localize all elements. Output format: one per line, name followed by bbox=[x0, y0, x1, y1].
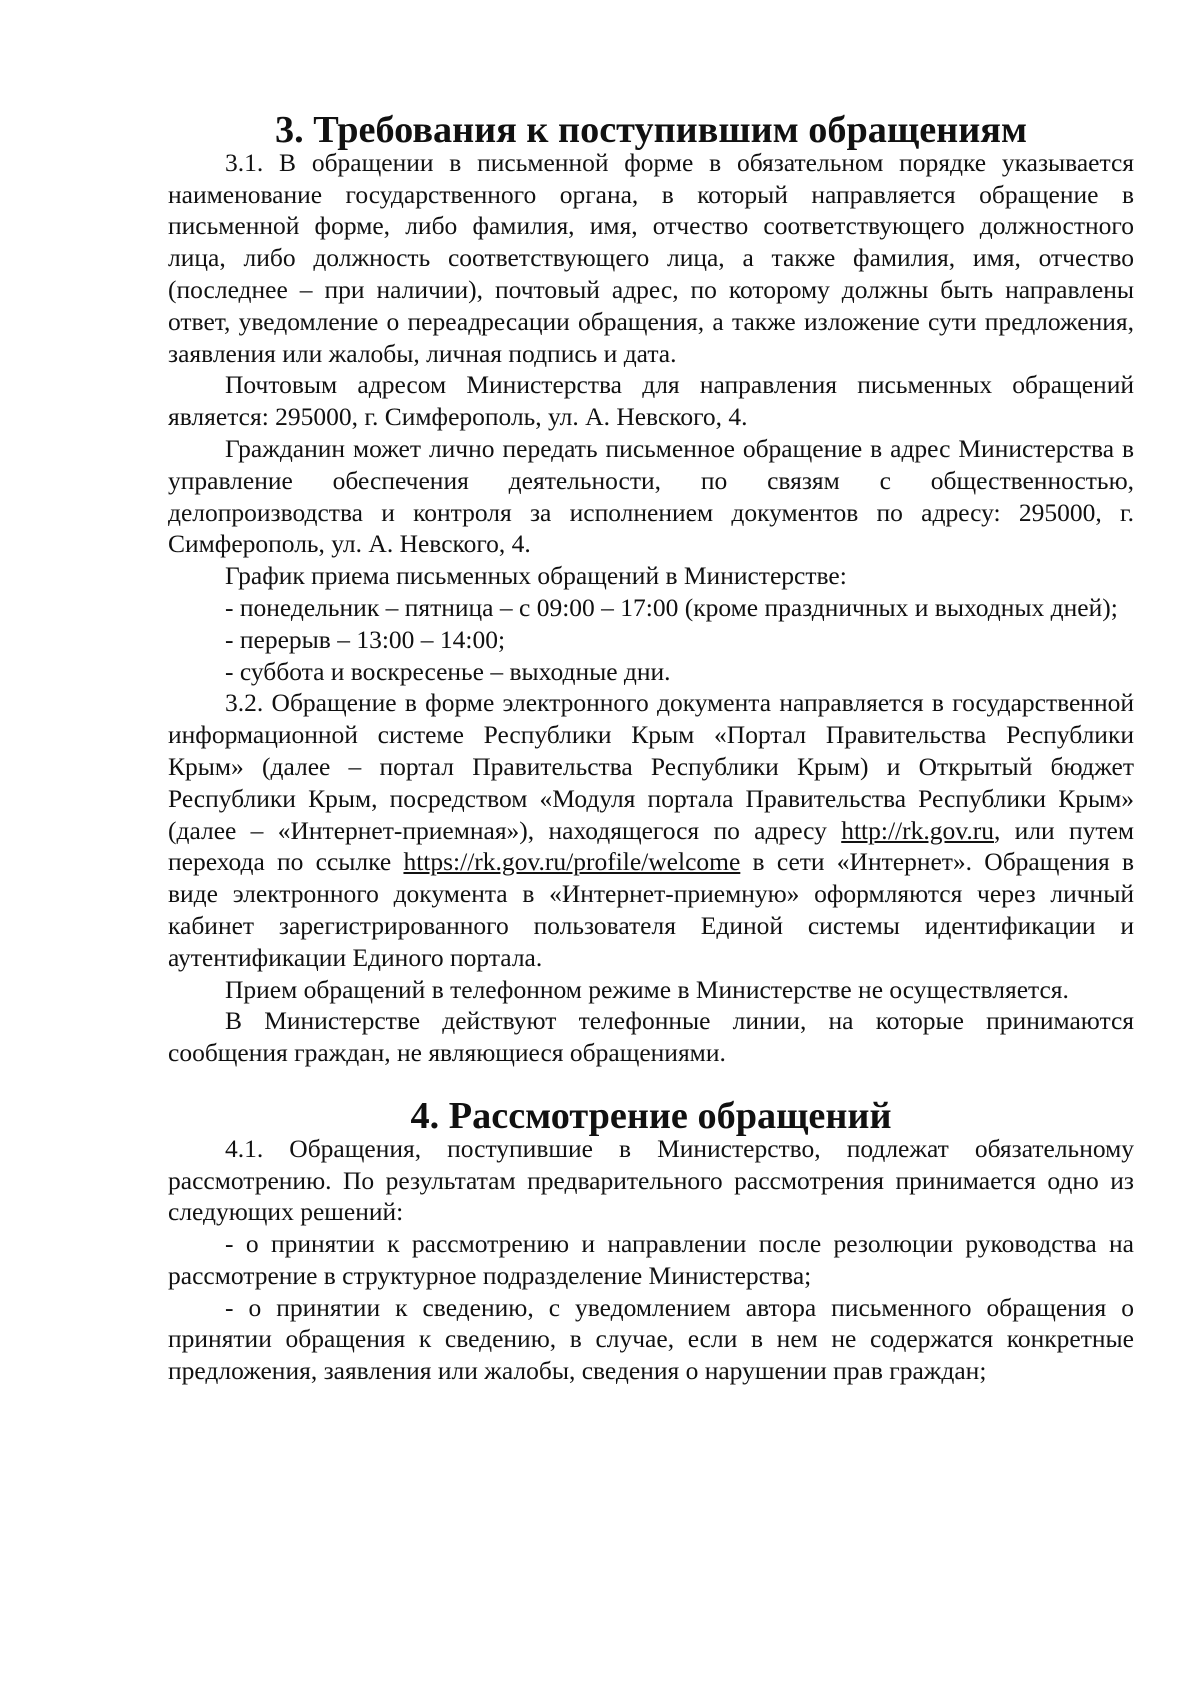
document-body bbox=[168, 109, 1134, 1387]
paragraph-3-2-text-3: в сети «Интернет». Обращения в виде электронного документа в «Интернет-приемную» оформляются через личный кабинет зарегистрированного пользователя Единой системы идентификации и аутентификации Единого портала. bbox=[168, 847, 1134, 972]
section-3-heading: 3. Требования к поступившим обращениям bbox=[274, 109, 1028, 151]
paragraph-3-2-text-1: 3.2. Обращение в форме электронного документа направляется в государственной информационной системе Республики Крым «Портал Правительства Республики Крым» (далее – портал Правительства Республики Крым) и Открытый бюджет Республики Крым, посредством «Модуля портала Правительства Республики Крым» (далее – «Интернет-приемная»), находящегося по адресу bbox=[168, 688, 1134, 845]
schedule-item-weekdays: - понедельник – пятница – с 09:00 – 17:00 (кроме праздничных и выходных дней); bbox=[225, 592, 1118, 622]
paragraph-personal-delivery: Гражданин может лично передать письменное обращение в адрес Министерства в управление обеспечения деятельности, по связям с общественностью, делопроизводства и контроля за исполнением документов по адресу: 295000, г. Симферополь, ул. А. Невского, 4. bbox=[168, 433, 1134, 559]
paragraph-phone-reception: Прием обращений в телефонном режиме в Министерстве не осуществляется. bbox=[225, 974, 1069, 1004]
paragraph-4-1: 4.1. Обращения, поступившие в Министерство, подлежат обязательному рассмотрению. По результатам предварительного рассмотрения принимается одно из следующих решений: bbox=[168, 1133, 1134, 1227]
paragraph-phone-lines: В Министерстве действуют телефонные линии, на которые принимаются сообщения граждан, не являющиеся обращениями. bbox=[168, 1006, 1134, 1068]
link-profile-welcome[interactable]: https://rk.gov.ru/profile/welcome bbox=[403, 847, 741, 877]
decision-item-note: - о принятии к сведению, с уведомлением автора письменного обращения о принятии обращения к сведению, в случае, если в нем не содержатся конкретные предложения, заявления или жалобы, сведения о нарушении прав граждан; bbox=[168, 1292, 1134, 1386]
schedule-item-weekend: - суббота и воскресенье – выходные дни. bbox=[225, 656, 671, 686]
paragraph-schedule-intro: График приема письменных обращений в Министерстве: bbox=[225, 561, 847, 591]
paragraph-3-2-text-2: , или путем перехода по ссылке bbox=[168, 815, 1134, 877]
schedule-item-break: - перерыв – 13:00 – 14:00; bbox=[225, 624, 506, 654]
section-4-heading: 4. Рассмотрение обращений bbox=[410, 1094, 892, 1137]
paragraph-postal-address: Почтовым адресом Министерства для направления письменных обращений является: 295000, г. Симферополь, ул. А. Невского, 4. bbox=[168, 370, 1134, 432]
paragraph-3-1: 3.1. В обращении в письменной форме в обязательном порядке указывается наименование государственного органа, в который направляется обращение в письменной форме, либо фамилия, имя, отчество соответствующего должностного лица, либо должность соответствующего лица, а также фамилия, имя, отчество (последнее – при наличии), почтовый адрес, по которому должны быть направлены ответ, уведомление о переадресации обращения, а также изложение сути предложения, заявления или жалобы, личная подпись и дата. bbox=[168, 147, 1134, 368]
paragraph-3-2 bbox=[168, 687, 1134, 973]
decision-item-accept: - о принятии к рассмотрению и направлении после резолюции руководства на рассмотрение в структурное подразделение Министерства; bbox=[168, 1229, 1134, 1290]
link-rk-gov-ru[interactable]: http://rk.gov.ru bbox=[841, 815, 994, 845]
